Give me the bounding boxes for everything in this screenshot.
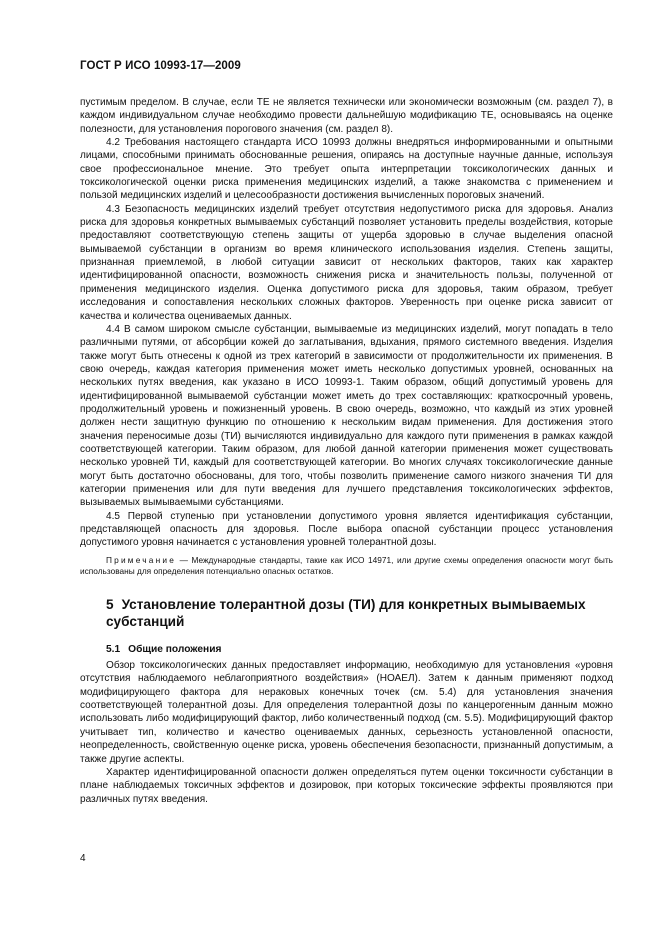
document-header: ГОСТ Р ИСО 10993-17—2009 bbox=[80, 60, 241, 72]
document-body bbox=[80, 96, 613, 806]
paragraph-4-4: 4.4 В самом широком смысле субстанции, вымываемые из медицинских изделий, могут попадать в тело различными путями, от абсорбции кожей до заглатывания, вдыхания, прямого системного введения. Изделия также могут быть отнесены к одной из трех категорий в зависимости от продолжительности их применения. В свою очередь, каждая категория применения может иметь несколько допустимых уровней, основанных на нескольких путях введения, как указано в ИСО 10993-1. Таким образом, общий допустимый уровень для идентифицированной вымываемой субстанции может иметь до трех составляющих: краткосрочный уровень, продолжительный уровень и пожизненный уровень. В свою очередь, возможно, что каждый из этих уровней должен нести защитную функцию по отношению к нескольким видам применения. Для достижения этого значения переносимые дозы (ТИ) вычисляются индивидуально для каждого пути применения в рамках каждой соответствующей категории. Таким образом, для любой данной категории применения может существовать несколько уровней ТИ, каждый для соответствующей категории. Во многих случаях токсикологические данные могут быть достаточно обоснованы, для того, чтобы позволить применение самого низкого значения ТИ для категории применения или для пути введения для лучшего представления токсикологических эффектов, вызываемых вымываемыми субстанциями. bbox=[80, 323, 613, 509]
page-number: 4 bbox=[80, 853, 86, 864]
subsection-5-1-heading bbox=[80, 643, 613, 656]
paragraph-4-2: 4.2 Требования настоящего стандарта ИСО 10993 должны внедряться информированными и опытными лицами, способными принимать обоснованные решения, опираясь на доступные научные данные, используя свое профессиональное мнение. Это требует опыта интерпретации токсикологических данных и токсикологической оценки риска применения медицинских изделий, а также знакомства с применением и пользой медицинских изделий и целесообразности достижения вычисленных пороговых значений. bbox=[80, 137, 613, 202]
subsection-5-1-number: 5.1 bbox=[106, 644, 121, 656]
section-5-number: 5 bbox=[106, 597, 114, 613]
paragraph-4-5: 4.5 Первой ступенью при установлении допустимого уровня является идентификация субстанции, представляющей опасность для здоровья. После выбора опасной субстанции процесс установления допустимого уровня начинается с установления уровней толерантной дозы. bbox=[80, 510, 613, 549]
paragraph-5-1-a: Обзор токсикологических данных предоставляет информацию, необходимую для установления «уровня отсутствия наблюдаемого неблагоприятного воздействия» (НОАЕЛ). Затем к данным применяют подход модифицирующего фактора для нераковых конечных точек (см. 5.4) для установления значения соответствующей толерантной дозы. Для определения толерантной дозы по канцерогенным данным можно использовать либо модифицирующий фактор, либо количественный подход (см. 5.5). Модифицирующий фактор учитывает тип, количество и качество оцениваемых данных, серьезность установленной опасности, неопределенность, свойственную оценке риска, уровень обеспечения безопасности, признанный допустимым, а также другие аспекты. bbox=[80, 660, 613, 765]
section-5-heading bbox=[80, 596, 613, 630]
note bbox=[80, 555, 613, 577]
paragraph-5-1-b: Характер идентифицированной опасности должен определяться путем оценки токсичности субстанции в плане наблюдаемых токсичных эффектов и дозировок, при которых токсические эффекты проявляются при различных путях введения. bbox=[80, 766, 613, 805]
paragraph-4-3: 4.3 Безопасность медицинских изделий требует отсутствия недопустимого риска для здоровья. Анализ риска для здоровья конкретных вымываемых субстанций позволяет установить пределы воздействия, которые предоставляют соответствующую степень защиты от ущерба здоровью в случае выделения опасной вымываемой субстанции в организм во время клинического использования изделия. Степень защиты, признанная приемлемой, в любой ситуации зависит от нескольких факторов, таких как характер идентифицированной опасности, возможность снижения риска и значительность пользы, полученной от применения медицинского изделия. Оценка допустимого риска для здоровья, таким образом, требует исследования и сопоставления нескольких сложных факторов. Уверенность при оценке риска зависит от качества и количества оцениваемых данных. bbox=[80, 203, 613, 322]
note-text: — Международные стандарты, такие как ИСО 14971, или другие схемы определения опасности могут быть использованы для определения потенциально опасных остатков. bbox=[80, 554, 613, 576]
note-label: Примечание bbox=[106, 554, 177, 565]
section-5-title: Установление толерантной дозы (ТИ) для конкретных вымываемых субстанций bbox=[106, 597, 586, 630]
paragraph-continuation: пустимым пределом. В случае, если ТЕ не является технически или экономически возможным (см. раздел 7), в каждом индивидуальном случае необходимо провести дальнейшую модификацию ТЕ, основываясь на оценке полезности, для установления порогового значения (см. раздел 8). bbox=[80, 97, 613, 135]
subsection-5-1-title: Общие положения bbox=[128, 644, 222, 656]
